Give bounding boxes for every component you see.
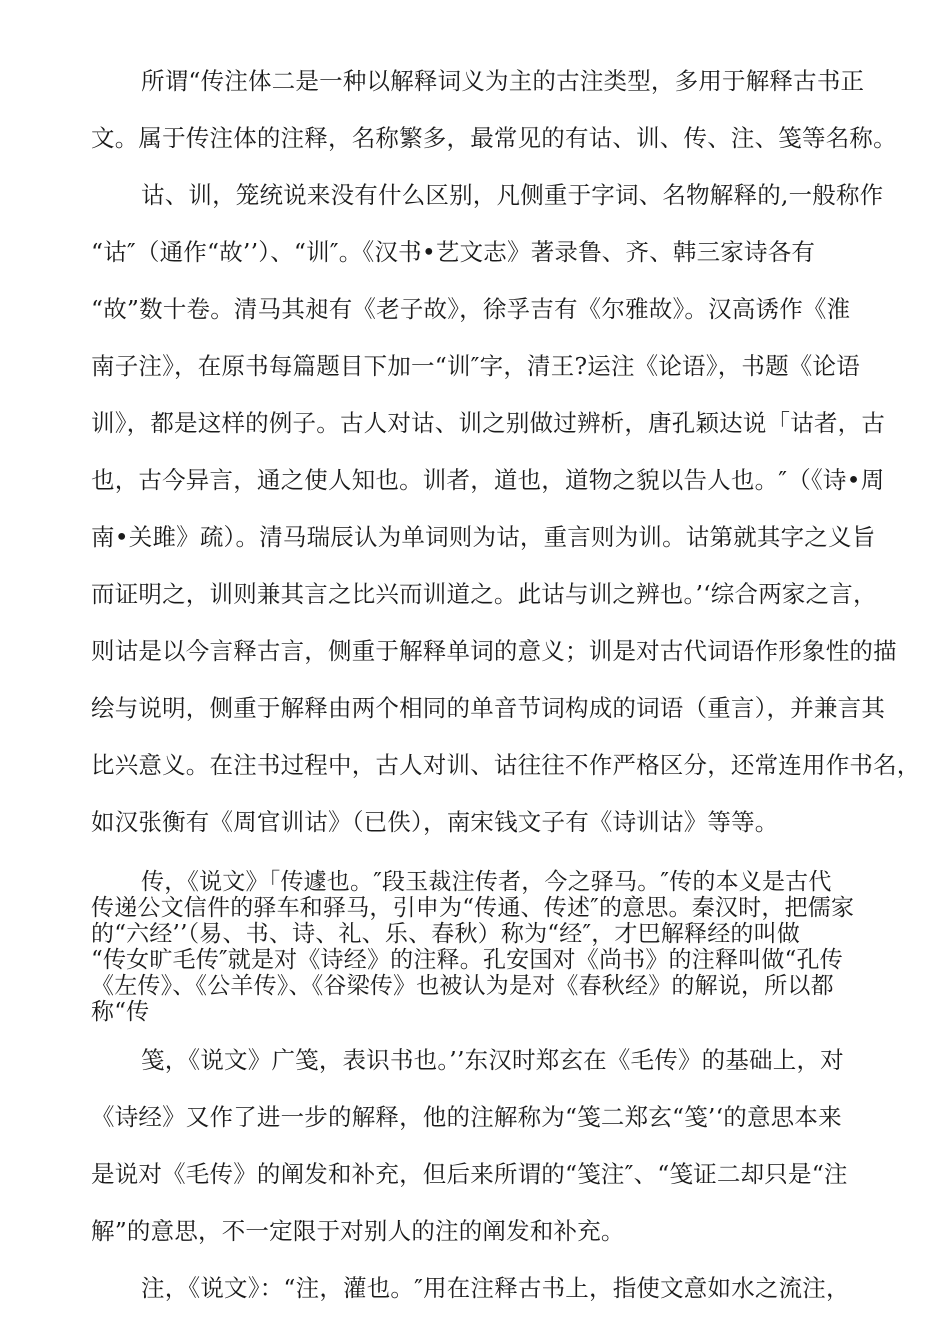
paragraph-2-line-1: 诂、训，笼统说来没有什么区别，凡侧重于字词、名物解释的,一般称作 (141, 181, 884, 209)
paragraph-2-line-11: 比兴意义。在注书过程中，古人对训、诂往往不作严格区分，还常连用作书名， (91, 751, 921, 779)
paragraph-3-line-1: 传，《说文》「传遽也。″段玉裁注传者，今之驿马。″传的本义是古代 (141, 869, 832, 895)
paragraph-2-line-2: “诂″（通作“故’’）、“训″。《汉书•艺文志》著录鲁、齐、韩三家诗各有 (91, 238, 816, 266)
paragraph-2-line-8: 而证明之，训则兼其言之比兴而训道之。此诂与训之辨也。’‘综合两家之言， (91, 580, 877, 608)
paragraph-3-line-3: 的“六经’’（易、书、诗、礼、乐、春秋）称为“经″，才巴解释经的叫做 (91, 921, 801, 947)
paragraph-4-line-3: 是说对《毛传》的阐发和补充，但后来所谓的“笺注″、“笺证二却只是“注 (91, 1160, 848, 1188)
paragraph-2-line-12: 如汉张衡有《周官训诂》（已佚），南宋钱文子有《诗训诂》等等。 (91, 808, 779, 836)
paragraph-2-line-3: “故”数十卷。清马其昶有《老子故》，徐孚吉有《尔雅故》。汉高诱作《淮 (91, 295, 851, 323)
paragraph-4-line-2: 《诗经》又作了进一步的解释，他的注解称为“笺二郑玄“笺’‘的意思本来 (91, 1103, 842, 1131)
paragraph-2-line-10: 绘与说明，侧重于解释由两个相同的单音节词构成的词语（重言），并兼言其 (91, 694, 886, 722)
paragraph-3-line-6: 称“传 (91, 999, 150, 1025)
paragraph-4-line-4: 解”的意思，不一定限于对别人的注的阐发和补充。 (91, 1217, 625, 1245)
paragraph-3-line-5: 《左传》、《公羊传》、《谷梁传》也被认为是对《春秋经》的解说，所以都 (91, 973, 834, 999)
paragraph-3-line-2: 传递公文信件的驿车和驿马，引申为“传通、传述″的意思。秦汉时，把儒家 (91, 895, 855, 921)
paragraph-1-line-2: 文。属于传注体的注释，名称繁多，最常见的有诂、训、传、注、笺等名称。 (91, 124, 897, 152)
paragraph-2-line-5: 训》，都是这样的例子。古人对诂、训之别做过辨析，唐孔颖达说「诂者，古 (91, 409, 886, 437)
paragraph-1-line-1: 所谓“传注体二是一种以解释词义为主的古注类型，多用于解释古书正 (141, 67, 865, 95)
paragraph-3-line-4: “传女旷毛传″就是对《诗经》的注释。孔安国对《尚书》的注释叫做“孔传 (91, 947, 843, 973)
paragraph-2-line-9: 则诂是以今言释古言，侧重于解释单词的意义；训是对古代词语作形象性的描 (91, 637, 897, 665)
paragraph-2-line-7: 南•关雎》疏）。清马瑞辰认为单词则为诂，重言则为训。诂第就其字之义旨 (91, 523, 876, 551)
paragraph-2-line-6: 也，古今异言，通之使人知也。训者，道也，道物之貌以告人也。″（《诗•周 (91, 466, 885, 494)
paragraph-4-line-1: 笺，《说文》广笺，表识书也。’’东汉时郑玄在《毛传》的基础上，对 (141, 1046, 844, 1074)
paragraph-2-line-4: 南子注》，在原书每篇题目下加一“训″字，清王?运注《论语》，书题《论语 (91, 352, 860, 380)
paragraph-5-line-1: 注，《说文》：“注，灌也。″用在注释古书上，指使文意如水之流注， (141, 1274, 850, 1302)
